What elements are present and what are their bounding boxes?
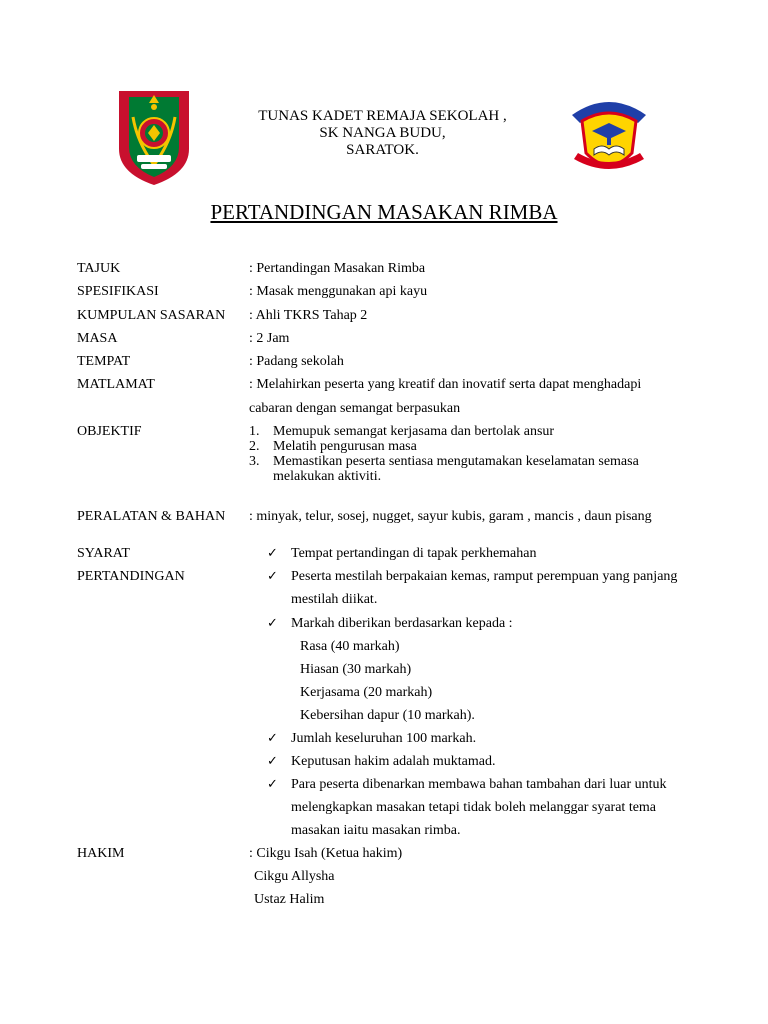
hakim-name: : Cikgu Isah (Ketua hakim) — [249, 846, 403, 861]
check-icon: ✓ — [267, 616, 278, 631]
objektif-text: Memastikan peserta sentiasa mengutamakan keselamatan semasa — [273, 454, 639, 469]
field-label-masa: MASA — [77, 331, 118, 346]
header-line-2: SK NANGA BUDU, — [319, 125, 446, 141]
objektif-text: Memupuk semangat kerjasama dan bertolak ansur — [273, 424, 555, 439]
field-label-kumpulan-sasaran: KUMPULAN SASARAN — [77, 308, 226, 323]
field-label-spesifikasi: SPESIFIKASI — [77, 284, 159, 299]
peralatan-value: : minyak, telur, sosej, nugget, sayur kubis, garam , mancis , daun pisang — [249, 509, 652, 524]
field-value-matlamat: : Melahirkan peserta yang kreatif dan inovatif serta dapat menghadapi — [249, 377, 642, 392]
check-icon: ✓ — [267, 546, 278, 561]
objektif-text-cont: melakukan aktiviti. — [273, 469, 382, 484]
pertandingan-label: PERTANDINGAN — [77, 569, 185, 584]
hakim-name: Ustaz Halim — [254, 892, 325, 907]
field-label-tajuk: TAJUK — [77, 261, 121, 276]
syarat-text-cont: masakan iaitu masakan rimba. — [291, 823, 461, 838]
syarat-text: Markah diberikan berdasarkan kepada : — [291, 616, 513, 631]
syarat-text: Tempat pertandingan di tapak perkhemahan — [291, 546, 537, 561]
markah-item: Rasa (40 markah) — [300, 639, 400, 654]
syarat-label: SYARAT — [77, 546, 130, 561]
markah-item: Hiasan (30 markah) — [300, 662, 412, 677]
syarat-text-cont: melengkapkan masakan tetapi tidak boleh melanggar syarat tema — [291, 800, 657, 815]
syarat-text: Para peserta dibenarkan membawa bahan tambahan dari luar untuk — [291, 777, 667, 792]
syarat-text: Keputusan hakim adalah muktamad. — [291, 754, 496, 769]
objektif-number: 2. — [249, 439, 260, 454]
markah-item: Kerjasama (20 markah) — [300, 685, 433, 700]
syarat-text-cont: mestilah diikat. — [291, 592, 378, 607]
field-value-tajuk: : Pertandingan Masakan Rimba — [249, 261, 426, 276]
check-icon: ✓ — [267, 777, 278, 792]
objektif-item — [249, 454, 639, 484]
field-label-matlamat: MATLAMAT — [77, 377, 155, 392]
peralatan-label: PERALATAN & BAHAN — [77, 509, 226, 524]
check-icon: ✓ — [267, 569, 278, 584]
objektif-number: 1. — [249, 424, 260, 439]
header-line-1: TUNAS KADET REMAJA SEKOLAH , — [258, 108, 507, 124]
school-badge-logo — [566, 93, 652, 179]
objektif-item — [249, 439, 639, 454]
check-icon: ✓ — [267, 731, 278, 746]
objektif-number: 3. — [249, 454, 260, 469]
hakim-label: HAKIM — [77, 846, 125, 861]
document-title: PERTANDINGAN MASAKAN RIMBA — [210, 200, 558, 224]
objektif-list — [249, 424, 639, 484]
header-line-3: SARATOK. — [346, 142, 419, 158]
field-value-tempat: : Padang sekolah — [249, 354, 344, 369]
school-header — [230, 108, 535, 159]
field-value-masa: : 2 Jam — [249, 331, 290, 346]
objektif-text: Melatih pengurusan masa — [273, 439, 417, 454]
field-value-kumpulan-sasaran: : Ahli TKRS Tahap 2 — [249, 308, 368, 323]
objektif-item — [249, 424, 639, 439]
field-value-spesifikasi: : Masak menggunakan api kayu — [249, 284, 428, 299]
syarat-text: Jumlah keseluruhan 100 markah. — [291, 731, 477, 746]
objektif-label: OBJEKTIF — [77, 424, 142, 439]
markah-item: Kebersihan dapur (10 markah). — [300, 708, 475, 723]
field-value-matlamat-cont: cabaran dengan semangat berpasukan — [249, 401, 461, 416]
hakim-name: Cikgu Allysha — [254, 869, 335, 884]
field-label-tempat: TEMPAT — [77, 354, 131, 369]
check-icon: ✓ — [267, 754, 278, 769]
tkrs-crest-logo — [115, 87, 193, 187]
syarat-text: Peserta mestilah berpakaian kemas, ramput perempuan yang panjang — [291, 569, 678, 584]
